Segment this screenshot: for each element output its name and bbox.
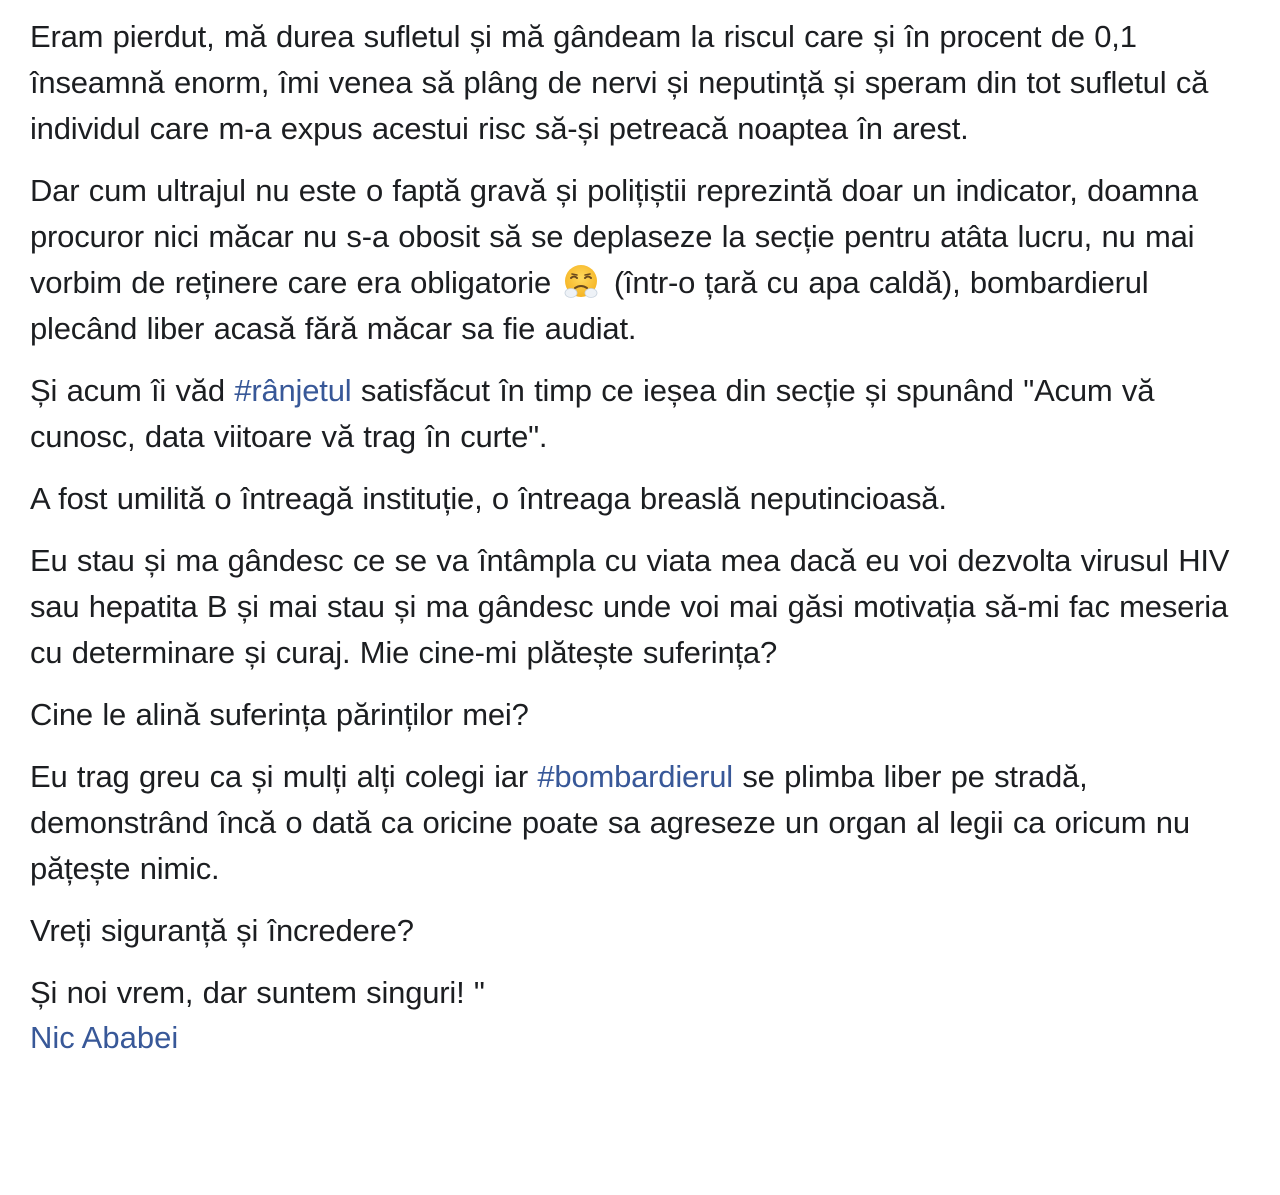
post-paragraph-9: Și noi vrem, dar suntem singuri! " [30, 975, 485, 1010]
post-paragraph-7-text-end: se plimba liber pe stradă, demonstrând încă o dată ca oricine poate sa agreseze un organ al legii ca oricum nu pățește nimic. [30, 759, 1190, 886]
hashtag-link-ranjetul[interactable]: #rânjetul [234, 373, 352, 408]
hashtag-link-bombardierul[interactable]: #bombardierul [537, 759, 733, 794]
post-paragraph-2-text-start: Dar cum ultrajul nu este o faptă gravă și polițiștii reprezintă doar un indicator, doamna procuror nici măcar nu s-a obosit să se deplaseze la secție pentru atâta lucru, nu mai vorbim de reținere care era obligatorie [30, 173, 1198, 300]
post-paragraph-4: A fost umilită o întreagă instituție, o întreaga breaslă neputincioasă. [30, 481, 947, 516]
post-paragraph-7 [30, 754, 1256, 892]
post-paragraph-3-text-end: satisfăcut în timp ce ieșea din secție și spunând "Acum vă cunosc, data viitoare vă trag în curte". [30, 373, 1155, 454]
post-paragraph-6: Cine le alină suferința părinților mei? [30, 697, 529, 732]
post-paragraph-2 [30, 168, 1256, 352]
steam-from-nose-face-icon [562, 263, 600, 301]
post-paragraph-3-text-start: Și acum îi văd [30, 373, 235, 408]
post-paragraph-2-text-end: (într-o țară cu apa caldă), bombardierul plecând liber acasă fără măcar sa fie audiat. [30, 265, 1149, 346]
post-paragraph-7-text-start: Eu trag greu ca și mulți alți colegi iar [30, 759, 538, 794]
post-paragraph-1: Eram pierdut, mă durea sufletul și mă gândeam la riscul care și în procent de 0,1 înseamnă enorm, îmi venea să plâng de nervi și neputință și speram din tot sufletul că individul care m-a expus acestui risc să-și petreacă noaptea în arest. [30, 19, 1209, 146]
post-paragraph-3 [30, 368, 1256, 460]
author-name-link[interactable]: Nic Ababei [30, 1020, 179, 1055]
post-paragraph-8: Vreți siguranță și încredere? [30, 913, 414, 948]
post-paragraph-5: Eu stau și ma gândesc ce se va întâmpla cu viata mea dacă eu voi dezvolta virusul HIV sau hepatita B și mai stau și ma gândesc unde voi mai găsi motivația să-mi fac meseria cu determinare și curaj. Mie cine-mi plătește suferința? [30, 543, 1230, 670]
